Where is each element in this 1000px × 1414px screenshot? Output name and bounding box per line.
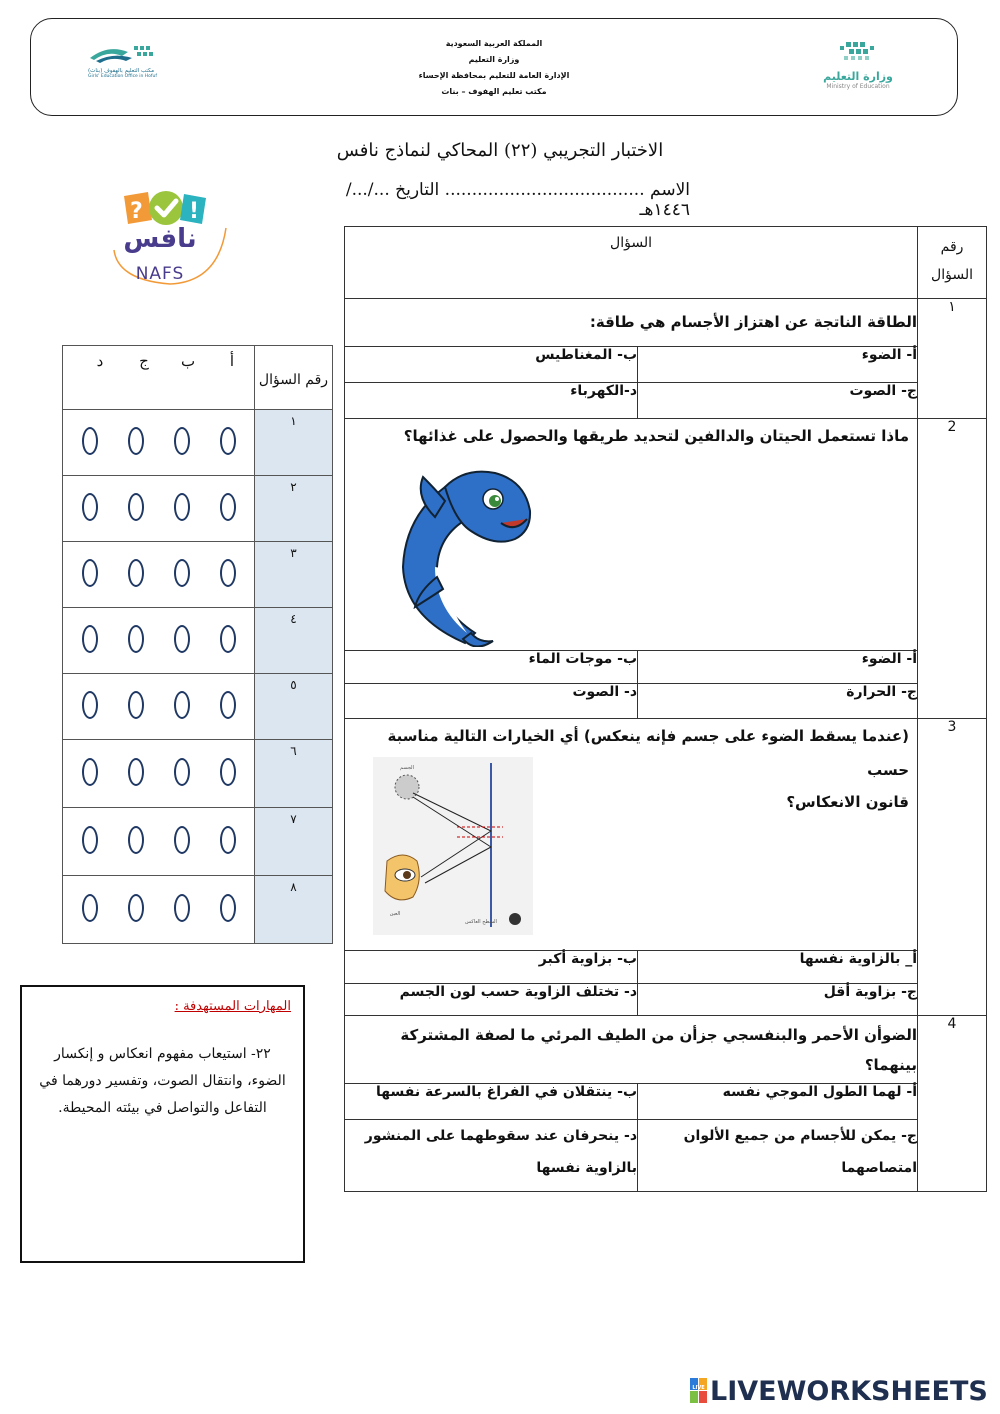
header-line-country: المملكة العربية السعودية bbox=[445, 39, 543, 48]
choice-label-d: د bbox=[96, 352, 104, 370]
answer-grid bbox=[62, 345, 333, 944]
question-number-4: 4 bbox=[918, 1016, 987, 1192]
header-question: السؤال bbox=[345, 227, 918, 299]
bubble-c[interactable] bbox=[128, 826, 144, 854]
exam-title: الاختبار التجريبي (٢٢) المحاكي لنماذج نافس bbox=[336, 140, 664, 161]
option-3c[interactable]: ج- بزاوية أقل bbox=[638, 984, 918, 1016]
bubble-c[interactable] bbox=[128, 559, 144, 587]
header-line-directorate: الإدارة العامة للتعليم بمحافظة الإحساء bbox=[418, 71, 570, 80]
choice-label-c: ج bbox=[139, 352, 149, 370]
question-text-3b: قانون الانعكاس؟ bbox=[786, 793, 910, 811]
bubble-group bbox=[63, 476, 255, 542]
options-row bbox=[345, 984, 987, 1016]
bubble-a[interactable] bbox=[220, 559, 236, 587]
answer-grid-number-header: رقم السؤال bbox=[255, 346, 333, 410]
answer-row-6 bbox=[63, 740, 333, 808]
nafs-logo-arabic: نافس bbox=[123, 224, 197, 254]
ministry-logo-en: Ministry of Education bbox=[826, 83, 890, 90]
bubble-group bbox=[63, 740, 255, 808]
reflection-diagram-svg bbox=[373, 757, 533, 935]
option-4a[interactable]: أ- لهما الطول الموجي نفسه bbox=[638, 1084, 918, 1120]
option-4d-line1: د- ينحرفان عند سقوطهما على المنشور bbox=[364, 1128, 638, 1144]
option-3d[interactable]: د- تختلف الزاوية حسب لون الجسم bbox=[345, 984, 638, 1016]
question-row-1 bbox=[345, 299, 987, 347]
header-question-number: رقم السؤال bbox=[918, 227, 987, 299]
bubble-b[interactable] bbox=[174, 493, 190, 521]
option-1d[interactable]: د-الكهرباء bbox=[345, 383, 638, 419]
bubble-d[interactable] bbox=[82, 559, 98, 587]
office-logo-ar: مكتب التعليم بالهفوف (بنات) bbox=[88, 68, 155, 74]
bubble-group bbox=[63, 410, 255, 476]
question-text-4: الضوأن الأحمر والبنفسجي جزأن من الطيف المرئي ما لصفة المشتركة بينهما؟ bbox=[345, 1016, 918, 1084]
bubble-a[interactable] bbox=[220, 894, 236, 922]
bubble-c[interactable] bbox=[128, 625, 144, 653]
bubble-b[interactable] bbox=[174, 427, 190, 455]
answer-row-8 bbox=[63, 876, 333, 944]
question-number-3: 3 bbox=[918, 719, 987, 1016]
bubble-group bbox=[63, 674, 255, 740]
skills-text: ٢٢- استيعاب مفهوم انعكاس و إنكسار الضوء، وانتقال الصوت، وتفسير دورهما في التفاعل والتواصل في بيئته المحيطة. bbox=[39, 1046, 286, 1116]
answer-row-number: ٧ bbox=[255, 808, 333, 876]
option-4c-line2: امتصاصهما bbox=[841, 1160, 918, 1176]
bubble-a[interactable] bbox=[220, 427, 236, 455]
choice-label-a: أ bbox=[229, 352, 235, 370]
options-row bbox=[345, 1120, 987, 1192]
nafs-logo bbox=[110, 188, 230, 292]
skills-box bbox=[20, 985, 305, 1263]
ministry-logo-mark-icon bbox=[818, 40, 898, 68]
question-number-2: 2 bbox=[918, 419, 987, 719]
diagram-label-mirror: السطح العاكس bbox=[465, 919, 497, 925]
liveworksheets-badge-icon: LIVE bbox=[690, 1378, 708, 1404]
question-number-1: ١ bbox=[918, 299, 987, 419]
bubble-d[interactable] bbox=[82, 427, 98, 455]
bubble-d[interactable] bbox=[82, 493, 98, 521]
bubble-a[interactable] bbox=[220, 691, 236, 719]
answer-row-number: ٦ bbox=[255, 740, 333, 808]
bubble-group bbox=[63, 608, 255, 674]
question-text-3a: (عندما يسقط الضوء على جسم فإنه ينعكس) أي الخيارات التالية مناسبة حسب bbox=[387, 727, 910, 779]
option-2a[interactable]: أ- الضوء bbox=[638, 651, 918, 684]
reflection-diagram bbox=[373, 757, 533, 935]
bubble-d[interactable] bbox=[82, 758, 98, 786]
question-row-2 bbox=[345, 419, 987, 651]
bubble-c[interactable] bbox=[128, 427, 144, 455]
ministry-logo bbox=[818, 40, 898, 90]
option-2c[interactable]: ج- الحرارة bbox=[638, 684, 918, 719]
bubble-c[interactable] bbox=[128, 691, 144, 719]
answer-row-number: ٥ bbox=[255, 674, 333, 740]
bubble-d[interactable] bbox=[82, 691, 98, 719]
bubble-b[interactable] bbox=[174, 559, 190, 587]
bubble-d[interactable] bbox=[82, 625, 98, 653]
svg-text:!: ! bbox=[189, 199, 200, 224]
options-row bbox=[345, 1084, 987, 1120]
answer-row-7 bbox=[63, 808, 333, 876]
liveworksheets-text: LIVEWORKSHEETS bbox=[710, 1375, 988, 1407]
name-date-line: الاسم ..................................... التاريخ .../.../ ١٤٤٦هـ bbox=[345, 180, 690, 220]
option-4c-line1: ج- يمكن للأجسام من جميع الألوان bbox=[683, 1128, 918, 1144]
diagram-label-eye: العين bbox=[389, 911, 401, 917]
option-1a[interactable]: أ- الضوء bbox=[638, 347, 918, 383]
option-3a[interactable]: أ_ بالزاوية نفسها bbox=[638, 951, 918, 984]
options-row bbox=[345, 347, 987, 383]
skills-heading: المهارات المستهدفة : bbox=[174, 999, 291, 1014]
answer-row-3 bbox=[63, 542, 333, 608]
header-line-office: مكتب تعليم الهفوف – بنات bbox=[441, 87, 547, 96]
bubble-c[interactable] bbox=[128, 894, 144, 922]
answer-row-5 bbox=[63, 674, 333, 740]
option-2d[interactable]: د- الصوت bbox=[345, 684, 638, 719]
options-row bbox=[345, 951, 987, 984]
options-row bbox=[345, 651, 987, 684]
answer-row-4 bbox=[63, 608, 333, 674]
table-header-row bbox=[345, 227, 987, 299]
answer-row-number: ٤ bbox=[255, 608, 333, 674]
option-2b[interactable]: ب- موجات الماء bbox=[345, 651, 638, 684]
answer-row-number: ٣ bbox=[255, 542, 333, 608]
bubble-group bbox=[63, 808, 255, 876]
bubble-b[interactable] bbox=[174, 894, 190, 922]
question-text-1: الطاقة الناتجة عن اهتزاز الأجسام هي طاقة: bbox=[345, 299, 918, 347]
bubble-b[interactable] bbox=[174, 758, 190, 786]
answer-grid-header bbox=[63, 346, 333, 410]
bubble-a[interactable] bbox=[220, 826, 236, 854]
answer-row-number: ١ bbox=[255, 410, 333, 476]
question-cell-3 bbox=[345, 719, 918, 951]
option-1b[interactable]: ب- المغناطيس bbox=[345, 347, 638, 383]
bubble-d[interactable] bbox=[82, 826, 98, 854]
answer-row-1 bbox=[63, 410, 333, 476]
ministry-logo-ar: وزارة التعليم bbox=[823, 70, 893, 83]
answer-grid-choices-header bbox=[63, 346, 255, 410]
header-line-ministry: وزارة التعليم bbox=[468, 55, 520, 64]
answer-row-2 bbox=[63, 476, 333, 542]
option-4d-line2: بالزاوية نفسها bbox=[536, 1160, 638, 1176]
bubble-b[interactable] bbox=[174, 625, 190, 653]
bubble-b[interactable] bbox=[174, 691, 190, 719]
options-row bbox=[345, 684, 987, 719]
question-text-2: ماذا تستعمل الحيتان والدالفين لتحديد طريقها والحصول على غذائها؟ bbox=[403, 427, 910, 445]
bubble-d[interactable] bbox=[82, 894, 98, 922]
option-3b[interactable]: ب- بزاوية أكبر bbox=[345, 951, 638, 984]
question-row-4 bbox=[345, 1016, 987, 1084]
bubble-group bbox=[63, 542, 255, 608]
option-4b[interactable]: ب- ينتقلان في الفراغ بالسرعة نفسها bbox=[345, 1084, 638, 1120]
svg-text:?: ? bbox=[130, 199, 143, 224]
options-row bbox=[345, 383, 987, 419]
bubble-b[interactable] bbox=[174, 826, 190, 854]
bubble-a[interactable] bbox=[220, 493, 236, 521]
liveworksheets-watermark bbox=[690, 1376, 988, 1406]
answer-row-number: ٢ bbox=[255, 476, 333, 542]
answer-row-number: ٨ bbox=[255, 876, 333, 944]
bubble-a[interactable] bbox=[220, 758, 236, 786]
questions-table bbox=[344, 226, 987, 1192]
office-logo bbox=[88, 42, 168, 82]
option-4c[interactable] bbox=[638, 1120, 918, 1192]
option-1c[interactable]: ج- الصوت bbox=[638, 383, 918, 419]
bubble-a[interactable] bbox=[220, 625, 236, 653]
dolphin-icon bbox=[375, 457, 535, 647]
question-row-3 bbox=[345, 719, 987, 951]
choice-label-b: ب bbox=[180, 352, 196, 370]
bubble-group bbox=[63, 876, 255, 944]
office-logo-en: Girls' Education Office in Hofuf bbox=[88, 74, 157, 79]
nafs-logo-english: NAFS bbox=[135, 264, 185, 284]
diagram-label-object: الجسم bbox=[400, 765, 414, 771]
question-cell-2 bbox=[345, 419, 918, 651]
bubble-c[interactable] bbox=[128, 493, 144, 521]
office-logo-mark-icon bbox=[88, 42, 160, 64]
option-4d[interactable] bbox=[345, 1120, 638, 1192]
bubble-c[interactable] bbox=[128, 758, 144, 786]
